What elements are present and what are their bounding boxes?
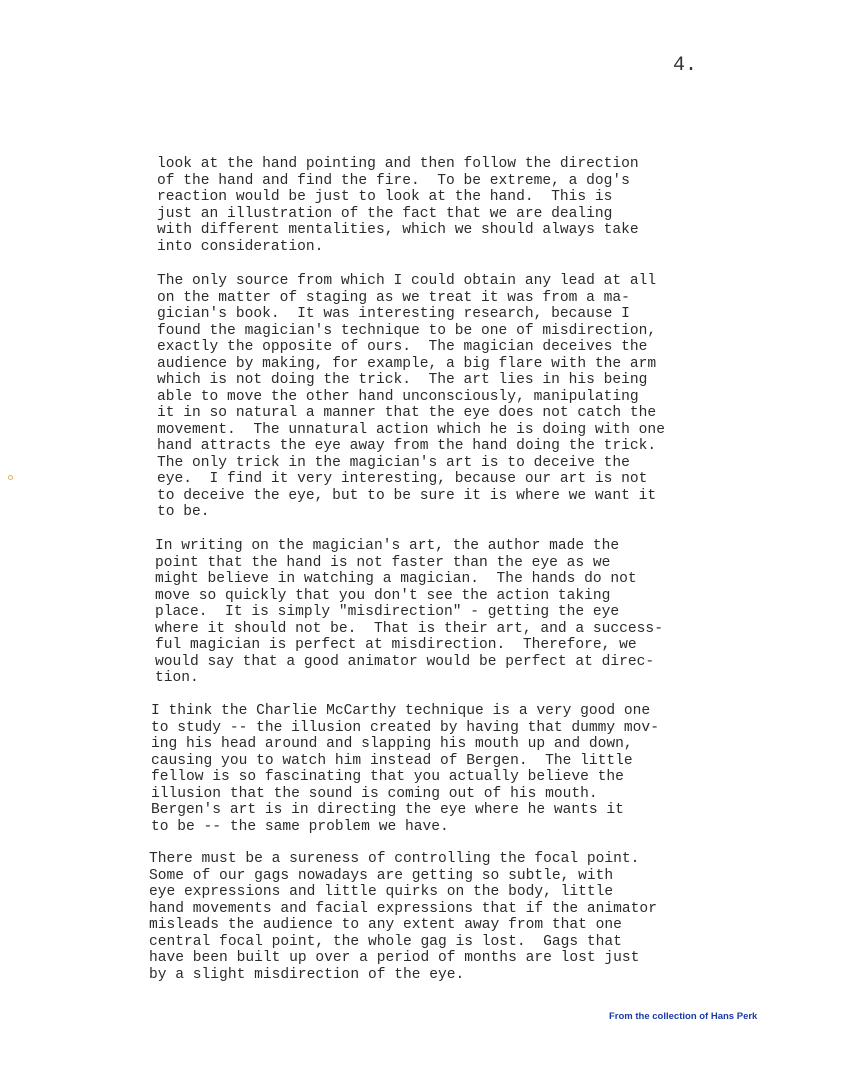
- text-line: where it should not be. That is their art, and a success-: [155, 620, 663, 637]
- text-line: The only source from which I could obtain any lead at all: [157, 273, 657, 289]
- text-line: Some of our gags nowadays are getting so subtle, with: [149, 867, 614, 884]
- paragraph-4: [151, 703, 659, 835]
- text-line: look at the hand pointing and then follow the direction: [157, 156, 639, 172]
- text-line: found the magician's technique to be one of misdirection,: [157, 322, 657, 339]
- text-line: hand movements and facial expressions that if the animator: [149, 900, 657, 917]
- text-line: central focal point, the whole gag is lost. Gags that: [149, 933, 622, 950]
- text-line: I think the Charlie McCarthy technique is a very good one: [151, 703, 651, 719]
- text-line: ing his head around and slapping his mouth up and down,: [151, 736, 633, 752]
- text-line: just an illustration of the fact that we are dealing: [157, 205, 613, 222]
- text-line: place. It is simply "misdirection" - getting the eye: [155, 604, 620, 620]
- text-line: able to move the other hand unconsciously, manipulating: [157, 388, 639, 405]
- text-line: ful magician is perfect at misdirection. Therefore, we: [155, 637, 637, 653]
- text-line: eye. I find it very interesting, because our art is not: [157, 471, 648, 487]
- text-line: to deceive the eye, but to be sure it is where we want it: [157, 487, 657, 504]
- text-line: to be.: [157, 504, 210, 520]
- binder-hole-mark: [8, 475, 13, 480]
- text-line: audience by making, for example, a big flare with the arm: [157, 355, 657, 372]
- text-line: on the matter of staging as we treat it was from a ma-: [157, 289, 630, 306]
- text-line: have been built up over a period of months are lost just: [149, 950, 640, 966]
- text-line: The only trick in the magician's art is to deceive the: [157, 454, 630, 471]
- text-line: fellow is so fascinating that you actually believe the: [151, 769, 624, 785]
- text-line: movement. The unnatural action which he is doing with one: [157, 421, 665, 438]
- page-number: 4.: [673, 54, 698, 77]
- text-line: misleads the audience to any extent away from that one: [149, 917, 622, 933]
- text-line: eye expressions and little quirks on the body, little: [149, 884, 614, 900]
- paragraph-5: [149, 851, 657, 983]
- text-line: which is not doing the trick. The art lies in his being: [157, 372, 648, 388]
- text-line: Bergen's art is in directing the eye where he wants it: [151, 802, 624, 818]
- text-line: to be -- the same problem we have.: [151, 818, 449, 835]
- text-line: causing you to watch him instead of Bergen. The little: [151, 752, 633, 769]
- text-line: of the hand and find the fire. To be extreme, a dog's: [157, 172, 630, 189]
- text-line: point that the hand is not faster than the eye as we: [155, 554, 611, 571]
- paragraph-3: [155, 538, 663, 687]
- text-line: into consideration.: [157, 238, 324, 255]
- text-line: move so quickly that you don't see the action taking: [155, 587, 611, 604]
- text-line: hand attracts the eye away from the hand doing the trick.: [157, 438, 657, 454]
- paragraph-2: [157, 273, 665, 521]
- text-line: to study -- the illusion created by having that dummy mov-: [151, 719, 659, 736]
- collection-credit: From the collection of Hans Perk: [609, 1011, 758, 1022]
- text-line: it in so natural a manner that the eye does not catch the: [157, 405, 657, 421]
- text-line: with different mentalities, which we should always take: [157, 222, 639, 238]
- paragraph-1: [157, 156, 639, 255]
- text-line: might believe in watching a magician. The hands do not: [155, 571, 637, 587]
- text-line: tion.: [155, 670, 199, 686]
- text-line: exactly the opposite of ours. The magician deceives the: [157, 339, 648, 355]
- text-line: There must be a sureness of controlling the focal point.: [149, 851, 640, 867]
- text-line: In writing on the magician's art, the author made the: [155, 538, 620, 554]
- text-line: illusion that the sound is coming out of his mouth.: [151, 785, 598, 802]
- text-line: would say that a good animator would be perfect at direc-: [155, 653, 655, 670]
- text-line: reaction would be just to look at the hand. This is: [157, 189, 613, 205]
- text-line: gician's book. It was interesting research, because I: [157, 306, 630, 322]
- text-line: by a slight misdirection of the eye.: [149, 966, 465, 983]
